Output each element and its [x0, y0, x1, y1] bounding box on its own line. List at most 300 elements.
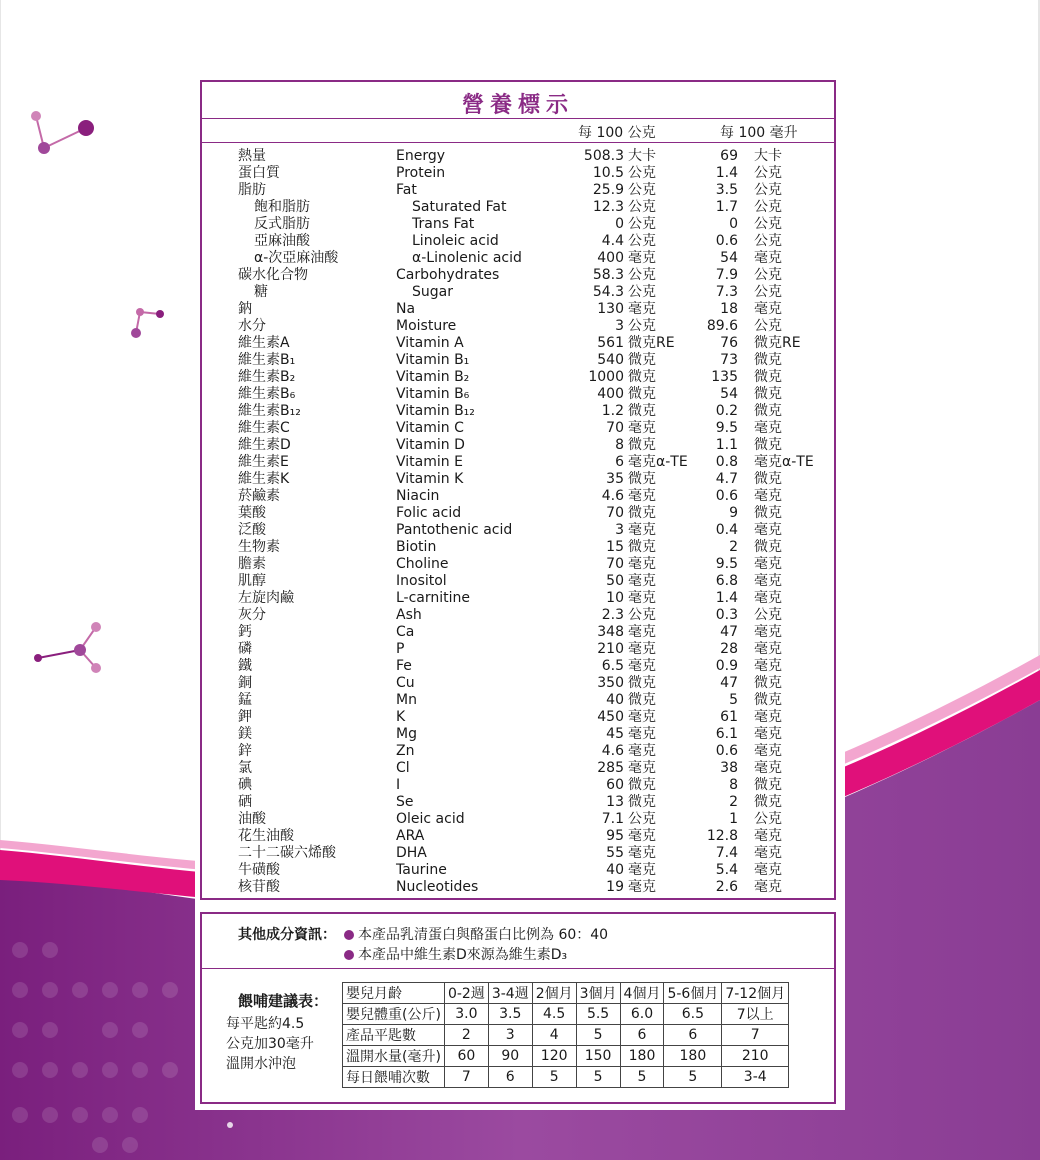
other-info-item: 本產品乳清蛋白與酪蛋白比例為 60：40 [344, 924, 608, 944]
nutrient-name-en: Trans Fat [412, 216, 475, 232]
nutrient-name-en: Choline [396, 556, 449, 572]
value-per-100ml: 9.5 [715, 420, 738, 436]
value-per-100ml: 0.8 [715, 454, 738, 470]
nutrient-name-zh: 熱量 [238, 148, 266, 164]
nutrient-name-zh: 維生素K [238, 471, 290, 487]
nutrient-row [202, 301, 834, 318]
nutrient-name-zh: 硒 [238, 794, 252, 810]
table-cell: 5 [532, 1067, 576, 1088]
value-per-100g: 400 [597, 250, 624, 266]
value-per-100ml: 6.8 [715, 573, 738, 589]
nutrient-name-en: I [396, 777, 401, 793]
unit-per-100g: 毫克 [628, 624, 656, 640]
value-per-100g: 12.3 [592, 199, 624, 215]
unit-per-100g: 公克 [628, 165, 656, 181]
unit-per-100g: 公克 [628, 811, 656, 827]
unit-per-100ml: 微克RE [754, 335, 801, 351]
nutrient-row [202, 828, 834, 845]
nutrient-name-en: Niacin [396, 488, 440, 504]
nutrient-name-zh: 碳水化合物 [238, 267, 308, 283]
value-per-100g: 4.6 [601, 488, 624, 504]
value-per-100g: 3 [615, 318, 624, 334]
nutrient-row [202, 250, 834, 267]
value-per-100ml: 2 [729, 794, 738, 810]
value-per-100g: 1000 [588, 369, 624, 385]
value-per-100ml: 2.6 [715, 879, 738, 895]
nutrient-name-en: Mn [396, 692, 417, 708]
table-cell: 5 [576, 1067, 620, 1088]
table-cell: 120 [532, 1046, 576, 1067]
value-per-100ml: 54 [720, 250, 738, 266]
table-cell: 60 [444, 1046, 488, 1067]
table-cell: 5 [664, 1067, 722, 1088]
value-per-100ml: 0.3 [715, 607, 738, 623]
unit-per-100ml: 微克 [754, 539, 782, 555]
unit-per-100ml: 毫克 [754, 726, 782, 742]
unit-per-100g: 毫克 [628, 828, 656, 844]
table-cell: 6.5 [664, 1004, 722, 1025]
nutrient-name-en: Cu [396, 675, 415, 691]
nutrient-row [202, 148, 834, 165]
unit-per-100g: 毫克α-TE [628, 454, 688, 470]
nutrient-row [202, 624, 834, 641]
value-per-100g: 55 [606, 845, 624, 861]
table-cell: 7以上 [722, 1004, 789, 1025]
column-header-per-100g: 每 100 公克 [578, 125, 656, 141]
value-per-100g: 40 [606, 862, 624, 878]
table-cell: 7-12個月 [722, 983, 789, 1004]
nutrient-name-zh: 氯 [238, 760, 252, 776]
table-row [343, 1067, 789, 1088]
unit-per-100ml: 毫克 [754, 862, 782, 878]
nutrient-name-zh: 膽素 [238, 556, 266, 572]
nutrient-name-en: Cl [396, 760, 410, 776]
nutrient-name-zh: 維生素C [238, 420, 290, 436]
nutrient-name-en: Inositol [396, 573, 447, 589]
value-per-100ml: 5.4 [715, 862, 738, 878]
nutrient-name-zh: 鎂 [238, 726, 252, 742]
nutrient-row [202, 505, 834, 522]
nutrient-name-zh: 維生素D [238, 437, 291, 453]
unit-per-100ml: 公克 [754, 607, 782, 623]
value-per-100ml: 1.4 [715, 590, 738, 606]
nutrient-name-zh: 反式脂肪 [254, 216, 310, 232]
nutrient-row [202, 658, 834, 675]
value-per-100ml: 73 [720, 352, 738, 368]
value-per-100ml: 9 [729, 505, 738, 521]
unit-per-100g: 毫克 [628, 573, 656, 589]
nutrient-name-zh: 磷 [238, 641, 252, 657]
nutrient-name-zh: 鋅 [238, 743, 252, 759]
unit-per-100ml: 毫克 [754, 250, 782, 266]
row-label: 嬰兒月齡 [343, 983, 445, 1004]
nutrient-row [202, 284, 834, 301]
value-per-100ml: 1.1 [715, 437, 738, 453]
nutrient-row [202, 403, 834, 420]
feeding-note: 公克加30毫升 [226, 1036, 314, 1052]
unit-per-100g: 微克 [628, 539, 656, 555]
nutrient-name-en: Fe [396, 658, 412, 674]
unit-per-100g: 公克 [628, 233, 656, 249]
unit-per-100ml: 毫克 [754, 658, 782, 674]
value-per-100ml: 69 [720, 148, 738, 164]
value-per-100g: 540 [597, 352, 624, 368]
nutrient-row [202, 760, 834, 777]
value-per-100ml: 0.4 [715, 522, 738, 538]
row-label: 嬰兒體重(公斤) [343, 1004, 445, 1025]
unit-per-100g: 毫克 [628, 556, 656, 572]
nutrient-row [202, 777, 834, 794]
table-cell: 4.5 [532, 1004, 576, 1025]
unit-per-100ml: 公克 [754, 216, 782, 232]
nutrient-name-zh: 維生素B₁₂ [238, 403, 301, 419]
unit-per-100ml: 微克 [754, 794, 782, 810]
unit-per-100ml: 公克 [754, 199, 782, 215]
nutrient-name-zh: 鐵 [238, 658, 252, 674]
unit-per-100g: 微克 [628, 692, 656, 708]
unit-per-100g: 公克 [628, 267, 656, 283]
value-per-100g: 285 [597, 760, 624, 776]
unit-per-100g: 毫克 [628, 709, 656, 725]
value-per-100ml: 47 [720, 675, 738, 691]
table-cell: 3.5 [488, 1004, 532, 1025]
nutrient-name-zh: 鉀 [238, 709, 252, 725]
nutrient-name-zh: 鈉 [238, 301, 252, 317]
nutrient-row [202, 709, 834, 726]
value-per-100g: 35 [606, 471, 624, 487]
unit-per-100ml: 毫克 [754, 760, 782, 776]
nutrient-name-zh: 花生油酸 [238, 828, 294, 844]
nutrient-name-zh: 維生素B₁ [238, 352, 296, 368]
value-per-100g: 400 [597, 386, 624, 402]
nutrient-name-en: Vitamin A [396, 335, 464, 351]
table-cell: 7 [444, 1067, 488, 1088]
unit-per-100g: 微克 [628, 505, 656, 521]
table-cell: 4 [532, 1025, 576, 1046]
nutrient-row [202, 369, 834, 386]
table-cell: 5-6個月 [664, 983, 722, 1004]
value-per-100g: 25.9 [592, 182, 624, 198]
unit-per-100ml: 公克 [754, 284, 782, 300]
unit-per-100g: 公克 [628, 284, 656, 300]
value-per-100g: 3 [615, 522, 624, 538]
unit-per-100ml: 毫克 [754, 573, 782, 589]
unit-per-100ml: 毫克 [754, 845, 782, 861]
nutrient-name-en: Linoleic acid [412, 233, 499, 249]
nutrient-name-zh: 左旋肉鹼 [238, 590, 294, 606]
unit-per-100g: 毫克 [628, 250, 656, 266]
value-per-100ml: 47 [720, 624, 738, 640]
nutrient-row [202, 182, 834, 199]
feeding-table [342, 982, 789, 1088]
table-row [343, 1004, 789, 1025]
unit-per-100g: 公克 [628, 199, 656, 215]
feeding-label: 餵哺建議表： [238, 992, 329, 1010]
nutrient-name-zh: 碘 [238, 777, 252, 793]
value-per-100ml: 7.3 [715, 284, 738, 300]
nutrient-row [202, 522, 834, 539]
value-per-100g: 8 [615, 437, 624, 453]
unit-per-100ml: 毫克 [754, 709, 782, 725]
unit-per-100g: 毫克 [628, 488, 656, 504]
nutrient-row [202, 216, 834, 233]
unit-per-100ml: 毫克 [754, 743, 782, 759]
nutrient-name-zh: 維生素B₂ [238, 369, 296, 385]
unit-per-100g: 毫克 [628, 590, 656, 606]
table-cell: 210 [722, 1046, 789, 1067]
value-per-100g: 15 [606, 539, 624, 555]
value-per-100g: 450 [597, 709, 624, 725]
table-cell: 180 [620, 1046, 664, 1067]
nutrient-name-en: Folic acid [396, 505, 462, 521]
value-per-100g: 10 [606, 590, 624, 606]
nutrient-row [202, 794, 834, 811]
additional-info-box [200, 912, 836, 1104]
nutrient-row [202, 318, 834, 335]
nutrient-row [202, 437, 834, 454]
other-info-label: 其他成分資訊： [238, 927, 336, 943]
value-per-100g: 70 [606, 556, 624, 572]
nutrient-name-en: Vitamin B₁ [396, 352, 470, 368]
value-per-100g: 1.2 [601, 403, 624, 419]
unit-per-100ml: 公克 [754, 165, 782, 181]
unit-per-100g: 毫克 [628, 658, 656, 674]
nutrition-title: 營養標示 [461, 93, 574, 118]
nutrient-name-en: Biotin [396, 539, 437, 555]
value-per-100g: 0 [615, 216, 624, 232]
unit-per-100g: 微克 [628, 352, 656, 368]
unit-per-100g: 微克 [628, 369, 656, 385]
nutrient-name-zh: 水分 [238, 318, 266, 334]
unit-per-100g: 毫克 [628, 879, 656, 895]
nutrient-name-zh: 銅 [238, 675, 252, 691]
table-cell: 150 [576, 1046, 620, 1067]
unit-per-100ml: 毫克 [754, 828, 782, 844]
unit-per-100g: 毫克 [628, 301, 656, 317]
value-per-100ml: 0 [729, 216, 738, 232]
unit-per-100ml: 公克 [754, 811, 782, 827]
value-per-100g: 6.5 [601, 658, 624, 674]
value-per-100ml: 8 [729, 777, 738, 793]
nutrient-name-en: Ash [396, 607, 422, 623]
nutrient-name-en: ARA [396, 828, 425, 844]
nutrient-row [202, 386, 834, 403]
nutrient-name-zh: α-次亞麻油酸 [254, 250, 339, 266]
unit-per-100g: 公克 [628, 318, 656, 334]
unit-per-100ml: 微克 [754, 692, 782, 708]
unit-per-100ml: 微克 [754, 369, 782, 385]
nutrient-name-zh: 牛磺酸 [238, 862, 280, 878]
value-per-100ml: 7.9 [715, 267, 738, 283]
nutrient-row [202, 726, 834, 743]
nutrient-name-en: Sugar [412, 284, 453, 300]
feeding-note: 每平匙約4.5 [226, 1016, 305, 1032]
nutrient-row [202, 165, 834, 182]
value-per-100ml: 12.8 [706, 828, 738, 844]
nutrient-name-zh: 葉酸 [238, 505, 266, 521]
value-per-100g: 54.3 [592, 284, 624, 300]
unit-per-100g: 微克 [628, 794, 656, 810]
value-per-100ml: 18 [720, 301, 738, 317]
nutrient-name-en: α-Linolenic acid [412, 250, 522, 266]
nutrient-name-en: Energy [396, 148, 446, 164]
unit-per-100ml: 大卡 [754, 148, 782, 164]
value-per-100g: 130 [597, 301, 624, 317]
value-per-100g: 60 [606, 777, 624, 793]
table-cell: 4個月 [620, 983, 664, 1004]
nutrient-name-zh: 維生素A [238, 335, 290, 351]
nutrient-name-zh: 灰分 [238, 607, 266, 623]
table-row [343, 1025, 789, 1046]
table-cell: 3 [488, 1025, 532, 1046]
nutrient-name-en: K [396, 709, 406, 725]
unit-per-100g: 微克 [628, 777, 656, 793]
nutrient-name-zh: 肌醇 [238, 573, 266, 589]
value-per-100g: 58.3 [592, 267, 624, 283]
table-cell: 6 [488, 1067, 532, 1088]
nutrient-row [202, 352, 834, 369]
nutrient-row [202, 845, 834, 862]
unit-per-100ml: 毫克 [754, 641, 782, 657]
value-per-100ml: 76 [720, 335, 738, 351]
value-per-100ml: 54 [720, 386, 738, 402]
unit-per-100g: 公克 [628, 607, 656, 623]
value-per-100g: 350 [597, 675, 624, 691]
nutrient-row [202, 811, 834, 828]
nutrient-name-en: Nucleotides [396, 879, 479, 895]
nutrient-name-zh: 生物素 [238, 539, 280, 555]
nutrient-name-en: Carbohydrates [396, 267, 500, 283]
nutrient-name-zh: 亞麻油酸 [254, 233, 310, 249]
divider [202, 142, 834, 143]
nutrient-row [202, 556, 834, 573]
value-per-100g: 10.5 [592, 165, 624, 181]
value-per-100ml: 28 [720, 641, 738, 657]
value-per-100ml: 1 [729, 811, 738, 827]
value-per-100ml: 5 [729, 692, 738, 708]
unit-per-100g: 微克 [628, 386, 656, 402]
value-per-100ml: 4.7 [715, 471, 738, 487]
unit-per-100ml: 微克 [754, 505, 782, 521]
table-cell: 90 [488, 1046, 532, 1067]
value-per-100ml: 61 [720, 709, 738, 725]
nutrient-name-zh: 泛酸 [238, 522, 266, 538]
unit-per-100ml: 微克 [754, 471, 782, 487]
divider [202, 118, 834, 119]
table-cell: 6.0 [620, 1004, 664, 1025]
unit-per-100g: 毫克 [628, 522, 656, 538]
nutrient-row [202, 607, 834, 624]
nutrient-row [202, 641, 834, 658]
value-per-100g: 45 [606, 726, 624, 742]
nutrient-name-en: Mg [396, 726, 417, 742]
nutrient-name-en: Saturated Fat [412, 199, 507, 215]
table-cell: 7 [722, 1025, 789, 1046]
nutrient-name-zh: 維生素E [238, 454, 289, 470]
value-per-100ml: 7.4 [715, 845, 738, 861]
unit-per-100ml: 微克 [754, 437, 782, 453]
table-cell: 3.0 [444, 1004, 488, 1025]
nutrient-name-en: Moisture [396, 318, 457, 334]
value-per-100g: 70 [606, 505, 624, 521]
unit-per-100g: 毫克 [628, 420, 656, 436]
unit-per-100g: 毫克 [628, 760, 656, 776]
value-per-100ml: 38 [720, 760, 738, 776]
row-label: 產品平匙數 [343, 1025, 445, 1046]
nutrient-name-en: P [396, 641, 405, 657]
nutrient-name-zh: 糖 [254, 284, 268, 300]
table-cell: 5 [620, 1067, 664, 1088]
value-per-100g: 70 [606, 420, 624, 436]
nutrient-name-zh: 二十二碳六烯酸 [238, 845, 336, 861]
value-per-100ml: 3.5 [715, 182, 738, 198]
value-per-100g: 4.6 [601, 743, 624, 759]
value-per-100ml: 0.6 [715, 233, 738, 249]
nutrient-name-en: Vitamin K [396, 471, 464, 487]
nutrient-name-en: Pantothenic acid [396, 522, 513, 538]
unit-per-100g: 微克 [628, 437, 656, 453]
unit-per-100g: 微克RE [628, 335, 675, 351]
nutrient-row [202, 335, 834, 352]
table-cell: 3-4週 [488, 983, 532, 1004]
nutrient-row [202, 879, 834, 896]
nutrient-row [202, 692, 834, 709]
nutrient-name-zh: 維生素B₆ [238, 386, 296, 402]
unit-per-100ml: 毫克 [754, 420, 782, 436]
unit-per-100ml: 毫克 [754, 879, 782, 895]
nutrient-name-en: Vitamin B₆ [396, 386, 470, 402]
table-row [343, 1046, 789, 1067]
nutrient-name-en: Vitamin B₂ [396, 369, 470, 385]
nutrient-name-en: Se [396, 794, 414, 810]
unit-per-100ml: 微克 [754, 675, 782, 691]
nutrient-row [202, 199, 834, 216]
nutrient-name-en: Vitamin C [396, 420, 464, 436]
divider [202, 968, 834, 969]
value-per-100ml: 6.1 [715, 726, 738, 742]
value-per-100g: 19 [606, 879, 624, 895]
unit-per-100g: 微克 [628, 675, 656, 691]
unit-per-100g: 毫克 [628, 743, 656, 759]
value-per-100g: 348 [597, 624, 624, 640]
table-cell: 0-2週 [444, 983, 488, 1004]
unit-per-100ml: 毫克 [754, 488, 782, 504]
value-per-100ml: 89.6 [706, 318, 738, 334]
unit-per-100g: 毫克 [628, 845, 656, 861]
unit-per-100ml: 微克 [754, 403, 782, 419]
unit-per-100ml: 公克 [754, 233, 782, 249]
unit-per-100ml: 毫克α-TE [754, 454, 814, 470]
value-per-100g: 210 [597, 641, 624, 657]
unit-per-100ml: 公克 [754, 267, 782, 283]
feeding-note: 溫開水沖泡 [226, 1056, 296, 1072]
value-per-100g: 40 [606, 692, 624, 708]
table-cell: 2個月 [532, 983, 576, 1004]
table-cell: 5 [576, 1025, 620, 1046]
nutrient-row [202, 454, 834, 471]
nutrient-name-en: Vitamin B₁₂ [396, 403, 475, 419]
unit-per-100g: 毫克 [628, 862, 656, 878]
value-per-100ml: 0.9 [715, 658, 738, 674]
table-row [343, 983, 789, 1004]
nutrient-name-en: Protein [396, 165, 446, 181]
nutrient-name-en: Vitamin E [396, 454, 463, 470]
unit-per-100g: 微克 [628, 471, 656, 487]
value-per-100ml: 135 [711, 369, 738, 385]
value-per-100ml: 2 [729, 539, 738, 555]
unit-per-100ml: 毫克 [754, 301, 782, 317]
value-per-100ml: 1.4 [715, 165, 738, 181]
